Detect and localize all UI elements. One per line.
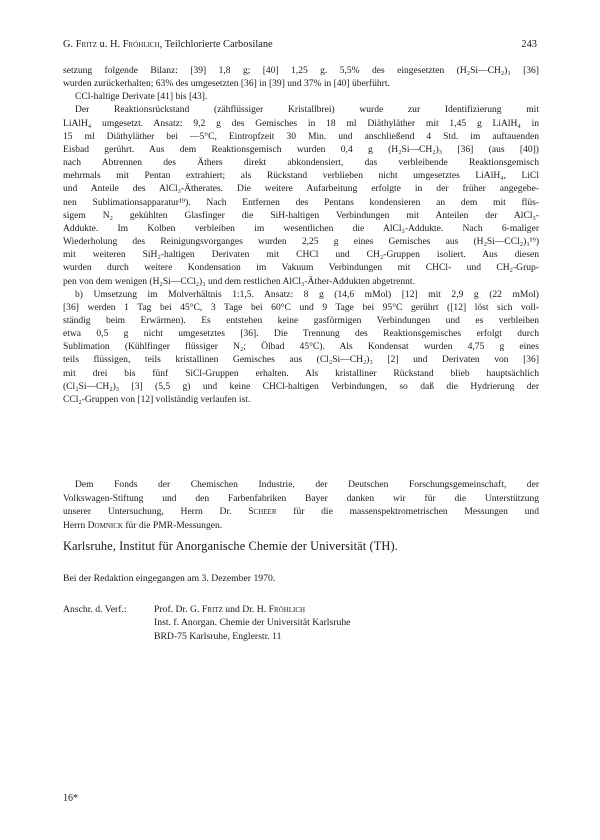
article-title: , Teilchlorierte Carbosilane: [159, 39, 273, 50]
ack-line: Dem Fonds der Chemischen Industrie, der Deutschen Forschungsgemeinschaft, der: [75, 479, 539, 490]
received-date: Bei der Redaktion eingegangen am 3. Dezember 1970.: [63, 573, 276, 584]
institute-affiliation: Karlsruhe, Institut für Anorganische Chemie der Universität (TH).: [63, 539, 398, 553]
signature-mark: 16*: [63, 793, 78, 804]
text-line: sigem N₂ gekühlten Glasfinger die SiH-haltigen Verbindungen mit Anteilen der AlCl₃-: [63, 209, 539, 221]
acknowledgements: [63, 478, 539, 532]
text-line: setzung folgende Bilanz: [39] 1,8 g; [40] 1,25 g. 5,5% des eingesetzten (H₂Si—CH₂)₃ [36]: [63, 65, 539, 76]
address-text: Prof. Dr. G.: [154, 604, 202, 615]
text-line: Der Reaktionsrückstand (zähflüssiger Kristallbrei) wurde zur Identifizierung mit: [75, 104, 539, 116]
address-line: BRD-75 Karlsruhe, Englerstr. 11: [154, 630, 282, 642]
text-line: ständig beim Erwärmen). Es entstehen keine gasförmigen Verbindungen und es verbleiben: [63, 314, 539, 326]
ack-text: unserer Untersuchung, Herrn Dr.: [63, 506, 249, 517]
author-froehlich: Fröhlich: [122, 39, 160, 50]
text-line: nach Abtrennen des Äthers direkt abkondensiert, das verbleibende Reaktionsgemisch: [63, 157, 539, 169]
experimental-text: [63, 64, 539, 406]
page-number: 243: [521, 39, 537, 50]
address-label: Anschr. d. Verf.:: [63, 604, 127, 615]
text-line: mit drei bis fünf SiCl-Gruppen erhalten. Als kristalliner Rückstand blieb hauptsächlich: [63, 367, 539, 379]
author-name: Fritz: [201, 604, 223, 615]
address-text: und Dr. H.: [222, 604, 269, 615]
address-line: Inst. f. Anorgan. Chemie der Universität Karlsruhe: [154, 617, 351, 629]
ack-text: für die PMR-Messungen.: [122, 519, 223, 531]
ack-line: [63, 505, 539, 519]
address-lines: [154, 603, 350, 643]
text-line: b) Umsetzung im Molverhältnis 1:1,5. Ansatz: 8 g (14,6 mMol) [12] mit 2,9 g (22 mMol): [75, 288, 539, 300]
text-line: teils flüssigen, teils kristallinen Gemisches aus (Cl₂Si—CH₂)₃ [2] und Derivaten von [36]: [63, 354, 539, 366]
author-fritz: Fritz: [75, 39, 98, 50]
text-line: [36] werden 1 Tag bei 45°C, 3 Tage bei 60°C und 9 Tage bei 95°C gerührt ([12] löst sich voll-: [63, 301, 539, 313]
ack-line: [63, 519, 539, 533]
ack-line: Volkswagen-Stiftung und den Farbenfabriken Bayer danken wir für die Unterstützung: [63, 492, 539, 504]
person-name: Scheer: [248, 506, 277, 517]
text-line: mehrmals mit Pentan extrahiert; als Rückstand verblieben nicht umgesetztes LiAlH₄, LiCl: [63, 170, 539, 182]
ack-text: für die massenspektrometrischen Messungen und: [276, 506, 539, 517]
text-line: mit weiteren SiH₂-haltigen Derivaten mit CHCl und CH₂-Gruppen isoliert. Aus diesen: [63, 249, 539, 261]
running-title: [63, 38, 273, 52]
text-line: CCl₂-Gruppen von [12] vollständig verlaufen ist.: [63, 393, 251, 405]
text-line: Sublimation (Kühlfinger flüssiger N₂; Ölbad 45°C). Als Kondensat wurden 4,75 g eines: [63, 341, 539, 353]
author-joiner: u. H.: [97, 39, 123, 50]
section-subheading: CCl-haltige Derivate [41] bis [43].: [75, 91, 208, 103]
text-line: etwa 0,5 g nicht umgesetztes [36]. Die Trennung des Reaktionsgemisches erfolgt durch: [63, 328, 539, 340]
text-line: wurden durch weitere Kondensation im Vakuum Verbindungen mit CHCl- und CH₂-Grup-: [63, 262, 539, 274]
text-line: wurden zurückerhalten; 63% des umgesetzten [36] in [39] und 37% in [40] überführt.: [63, 78, 390, 90]
text-line: und Anteile des AlCl₃-Ätherates. Die weitere Aufarbeitung erfolgte in der früher angegebe-: [63, 183, 539, 195]
author-name: Fröhlich: [268, 604, 306, 615]
ack-text: Herrn: [63, 519, 88, 531]
person-name: Domnick: [87, 519, 123, 531]
text-line: LiAlH₄ umgesetzt. Ansatz: 9,2 g des Gemisches in 18 ml Diäthyläther mit 1,45 g LiAlH₄ in: [63, 117, 539, 129]
text-line: pen von dem wenigen (H₂Si—CCl₂)₃ und dem restlichen AlCl₃-Äther-Addukten abgetrennt.: [63, 275, 415, 287]
text-line: 15 ml Diäthyläther bei —5°C, Eintropfzeit 30 Min. und anschließend 4 Std. im auftauenden: [63, 130, 539, 142]
text-line: Addukte. Im Kolben verbleiben im wesentlichen die AlCl₃-Addukte. Nach 6-maliger: [63, 222, 539, 234]
text-line: (Cl₂Si—CH₂)₃ [3] (5,5 g) und keine CHCl-haltigen Verbindungen, so daß die Hydrierung der: [63, 380, 539, 392]
text-line: Wiederholung des Reinigungsvorganges wurden 2,25 g eines Gemisches aus (H₂Si—CCl₂)₃¹⁹): [63, 236, 539, 248]
text-line: nen Sublimationsapparatur¹⁹). Nach Entfernen des Pentans kondensieren an dem mit flüs-: [63, 196, 539, 208]
text-line: Eisbad gerührt. Aus dem Reaktionsgemisch wurden 0,4 g (H₂Si—CH₂)₃ [36] (aus [40]): [63, 143, 539, 155]
address-line: [154, 603, 350, 616]
author-initial: G.: [63, 39, 76, 50]
